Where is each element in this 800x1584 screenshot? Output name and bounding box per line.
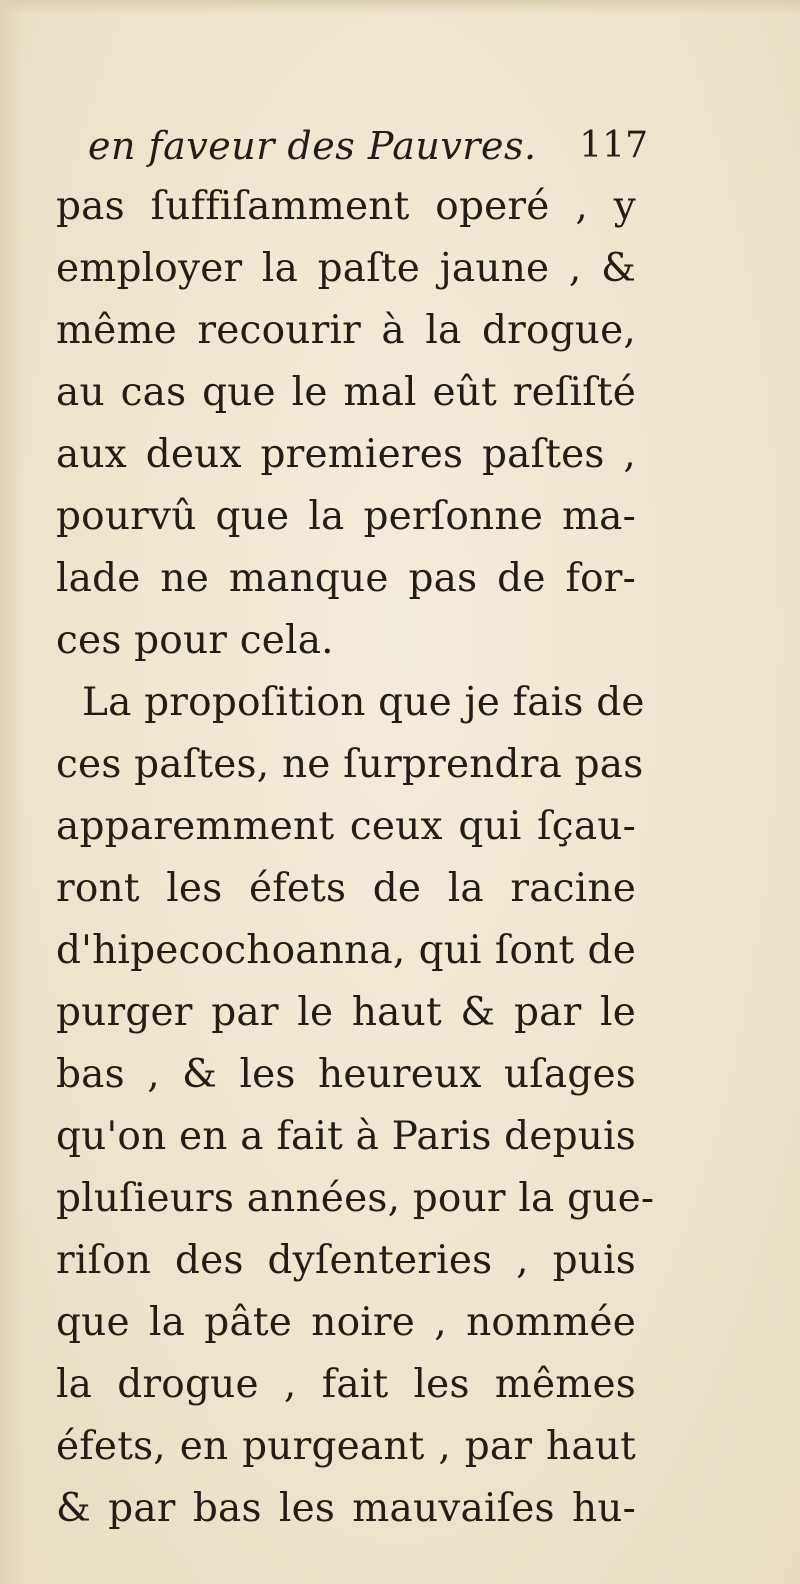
page-left-edge: [0, 0, 22, 1584]
running-head: [88, 118, 648, 174]
text-line: apparemment ceux qui ſçau-: [56, 804, 636, 849]
text-line: même recourir à la drogue,: [56, 308, 636, 353]
text-line: ront les éfets de la racine: [56, 866, 636, 911]
body-text: [56, 176, 655, 1540]
text-line: ces pour cela.: [56, 618, 334, 663]
text-line: employer la paſte jaune , &: [56, 246, 636, 291]
text-line: au cas que le mal eût reſiſté: [56, 370, 636, 415]
text-line: pluſieurs années, pour la gue-: [56, 1176, 655, 1221]
text-line: éfets, en purgeant , par haut: [56, 1424, 636, 1469]
text-line: que la pâte noire , nommée: [56, 1300, 636, 1345]
text-line: qu'on en a fait à Paris depuis: [56, 1114, 636, 1159]
paragraph-start-line: La propoſition que je fais de: [82, 680, 645, 725]
page-top-edge: [0, 0, 800, 14]
text-line: pas ſuffiſamment operé , y: [56, 184, 636, 229]
text-line: ces paſtes, ne ſurprendra pas: [56, 742, 644, 787]
text-line: pourvû que la perſonne ma-: [56, 494, 636, 539]
text-line: purger par le haut & par le: [56, 990, 636, 1035]
text-line: bas , & les heureux uſages: [56, 1052, 636, 1097]
running-title: en faveur des Pauvres.: [88, 124, 537, 168]
page-number: 117: [579, 125, 648, 166]
text-line: lade ne manque pas de for-: [56, 556, 636, 601]
text-line: riſon des dyſenteries , puis: [56, 1238, 636, 1283]
text-line: aux deux premieres paſtes ,: [56, 432, 636, 477]
text-line: & par bas les mauvaiſes hu-: [56, 1486, 636, 1531]
text-line: la drogue , fait les mêmes: [56, 1362, 636, 1407]
text-line: d'hipecochoanna, qui ſont de: [56, 928, 636, 973]
